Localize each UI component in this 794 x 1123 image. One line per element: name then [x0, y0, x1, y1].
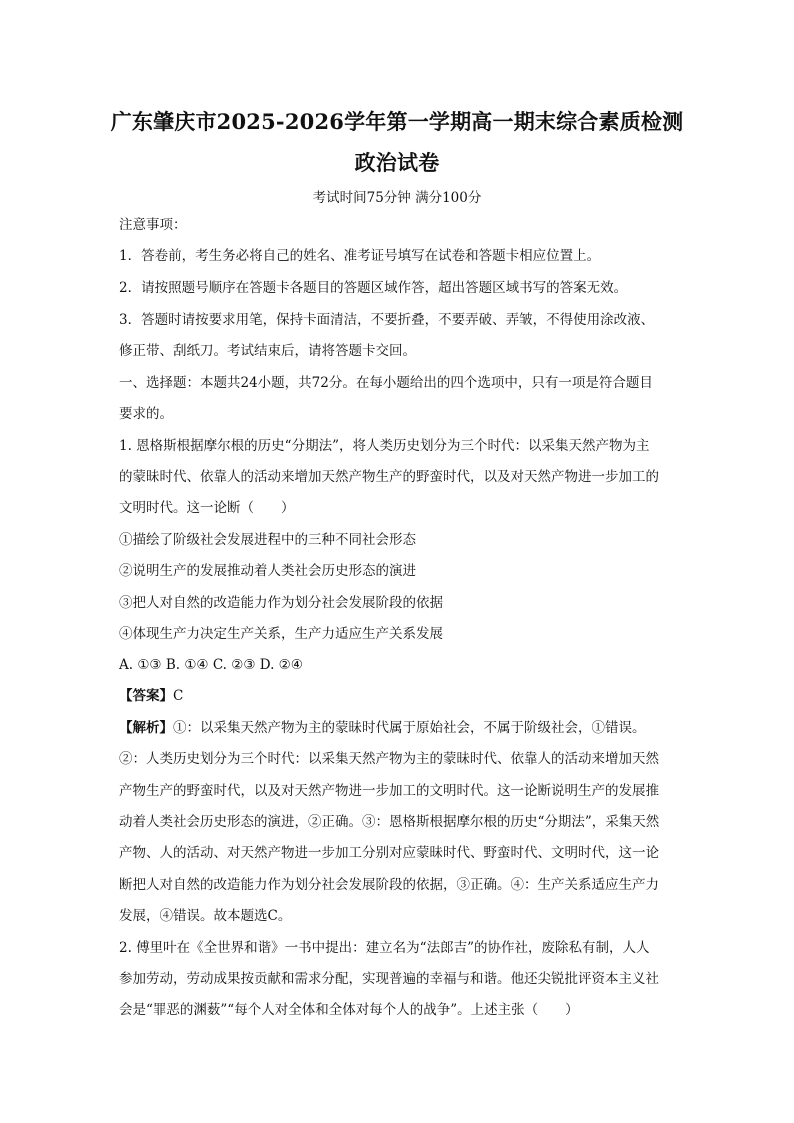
q1-option-3: ③把人对自然的改造能力作为划分社会发展阶段的依据: [119, 595, 443, 611]
q2-stem-line1: 2. 傅里叶在《全世界和谐》一书中提出：建立名为“法郎吉”的协作社，废除私有制，人人: [119, 940, 650, 956]
q1-analysis-line1: [119, 718, 679, 738]
q1-analysis-line2: ②：人类历史划分为三个时代：以采集天然产物为主的蒙昧时代、依靠人的活动来增加天然: [119, 751, 659, 767]
q1-option-4: ④体现生产力决定生产关系，生产力适应生产关系发展: [119, 626, 443, 642]
q1-analysis-line6: 断把人对自然的改造能力作为划分社会发展阶段的依据，③正确。④：生产关系适应生产力: [119, 877, 659, 893]
q1-analysis-line3: 产物生产的野蛮时代，以及对天然产物进一步加工的文明时代。这一论断说明生产的发展推: [119, 783, 659, 799]
exam-title-line1: 广东肇庆市2025-2026学年第一学期高一期末综合素质检测: [110, 109, 684, 134]
q2-stem-line3: 会是“罪恶的渊薮”“每个人对全体和全体对每个人的战争”。上述主张（ ）: [119, 1002, 579, 1018]
section-heading-line2: 要求的。: [119, 406, 173, 422]
q1-stem-line3: 文明时代。这一论断（ ）: [119, 500, 295, 516]
answer-label: 【答案】: [119, 688, 173, 704]
q1-choices: A. ①③ B. ①④ C. ②③ D. ②④: [119, 657, 303, 673]
q1-analysis-line4: 动着人类社会历史形态的演进，②正确。③：恩格斯根据摩尔根的历史“分期法”，采集天然: [119, 814, 660, 830]
q1-option-2: ②说明生产的发展推动着人类社会历史形态的演进: [119, 563, 416, 579]
answer-value: C: [173, 688, 184, 704]
analysis-text: ①：以采集天然产物为主的蒙昧时代属于原始社会，不属于阶级社会，①错误。: [173, 720, 646, 736]
notice-item-3-line2: 修正带、刮纸刀。考试结束后，请将答题卡交回。: [119, 343, 416, 359]
q1-analysis-line7: 发展，④错误。故本题选C。: [119, 908, 292, 924]
q1-stem-line2: 的蒙昧时代、依靠人的活动来增加天然产物生产的野蛮时代，以及对天然产物进一步加工的: [119, 469, 659, 485]
q1-option-1: ①描绘了阶级社会发展进程中的三种不同社会形态: [119, 532, 416, 548]
q1-stem-line1: 1. 恩格斯根据摩尔根的历史“分期法”，将人类历史划分为三个时代：以采集天然产物为主: [119, 438, 650, 454]
section-heading-line1: 一、选择题：本题共24小题，共72分。在每小题给出的四个选项中，只有一项是符合题目: [119, 375, 653, 391]
notice-heading: 注意事项：: [119, 217, 187, 233]
notice-item-1: 1．答卷前，考生务必将自己的姓名、准考证号填写在试卷和答题卡相应位置上。: [119, 248, 601, 264]
q2-stem-line2: 参加劳动，劳动成果按贡献和需求分配，实现普遍的幸福与和谐。他还尖锐批评资本主义社: [119, 971, 659, 987]
q1-answer: [119, 686, 679, 706]
q1-analysis-line5: 产物、人的活动、对天然产物进一步加工分别对应蒙昧时代、野蛮时代、文明时代，这一论: [119, 845, 659, 861]
exam-title-line2: 政治试卷: [354, 150, 440, 175]
analysis-label: 【解析】: [119, 720, 173, 736]
notice-item-3-line1: 3．答题时请按要求用笔，保持卡面清洁，不要折叠，不要弄破、弄皱，不得使用涂改液、: [119, 312, 655, 328]
exam-time-info: 考试时间75分钟 满分100分: [312, 190, 482, 206]
notice-item-2: 2．请按照题号顺序在答题卡各题目的答题区域作答，超出答题区域书写的答案无效。: [119, 280, 628, 296]
